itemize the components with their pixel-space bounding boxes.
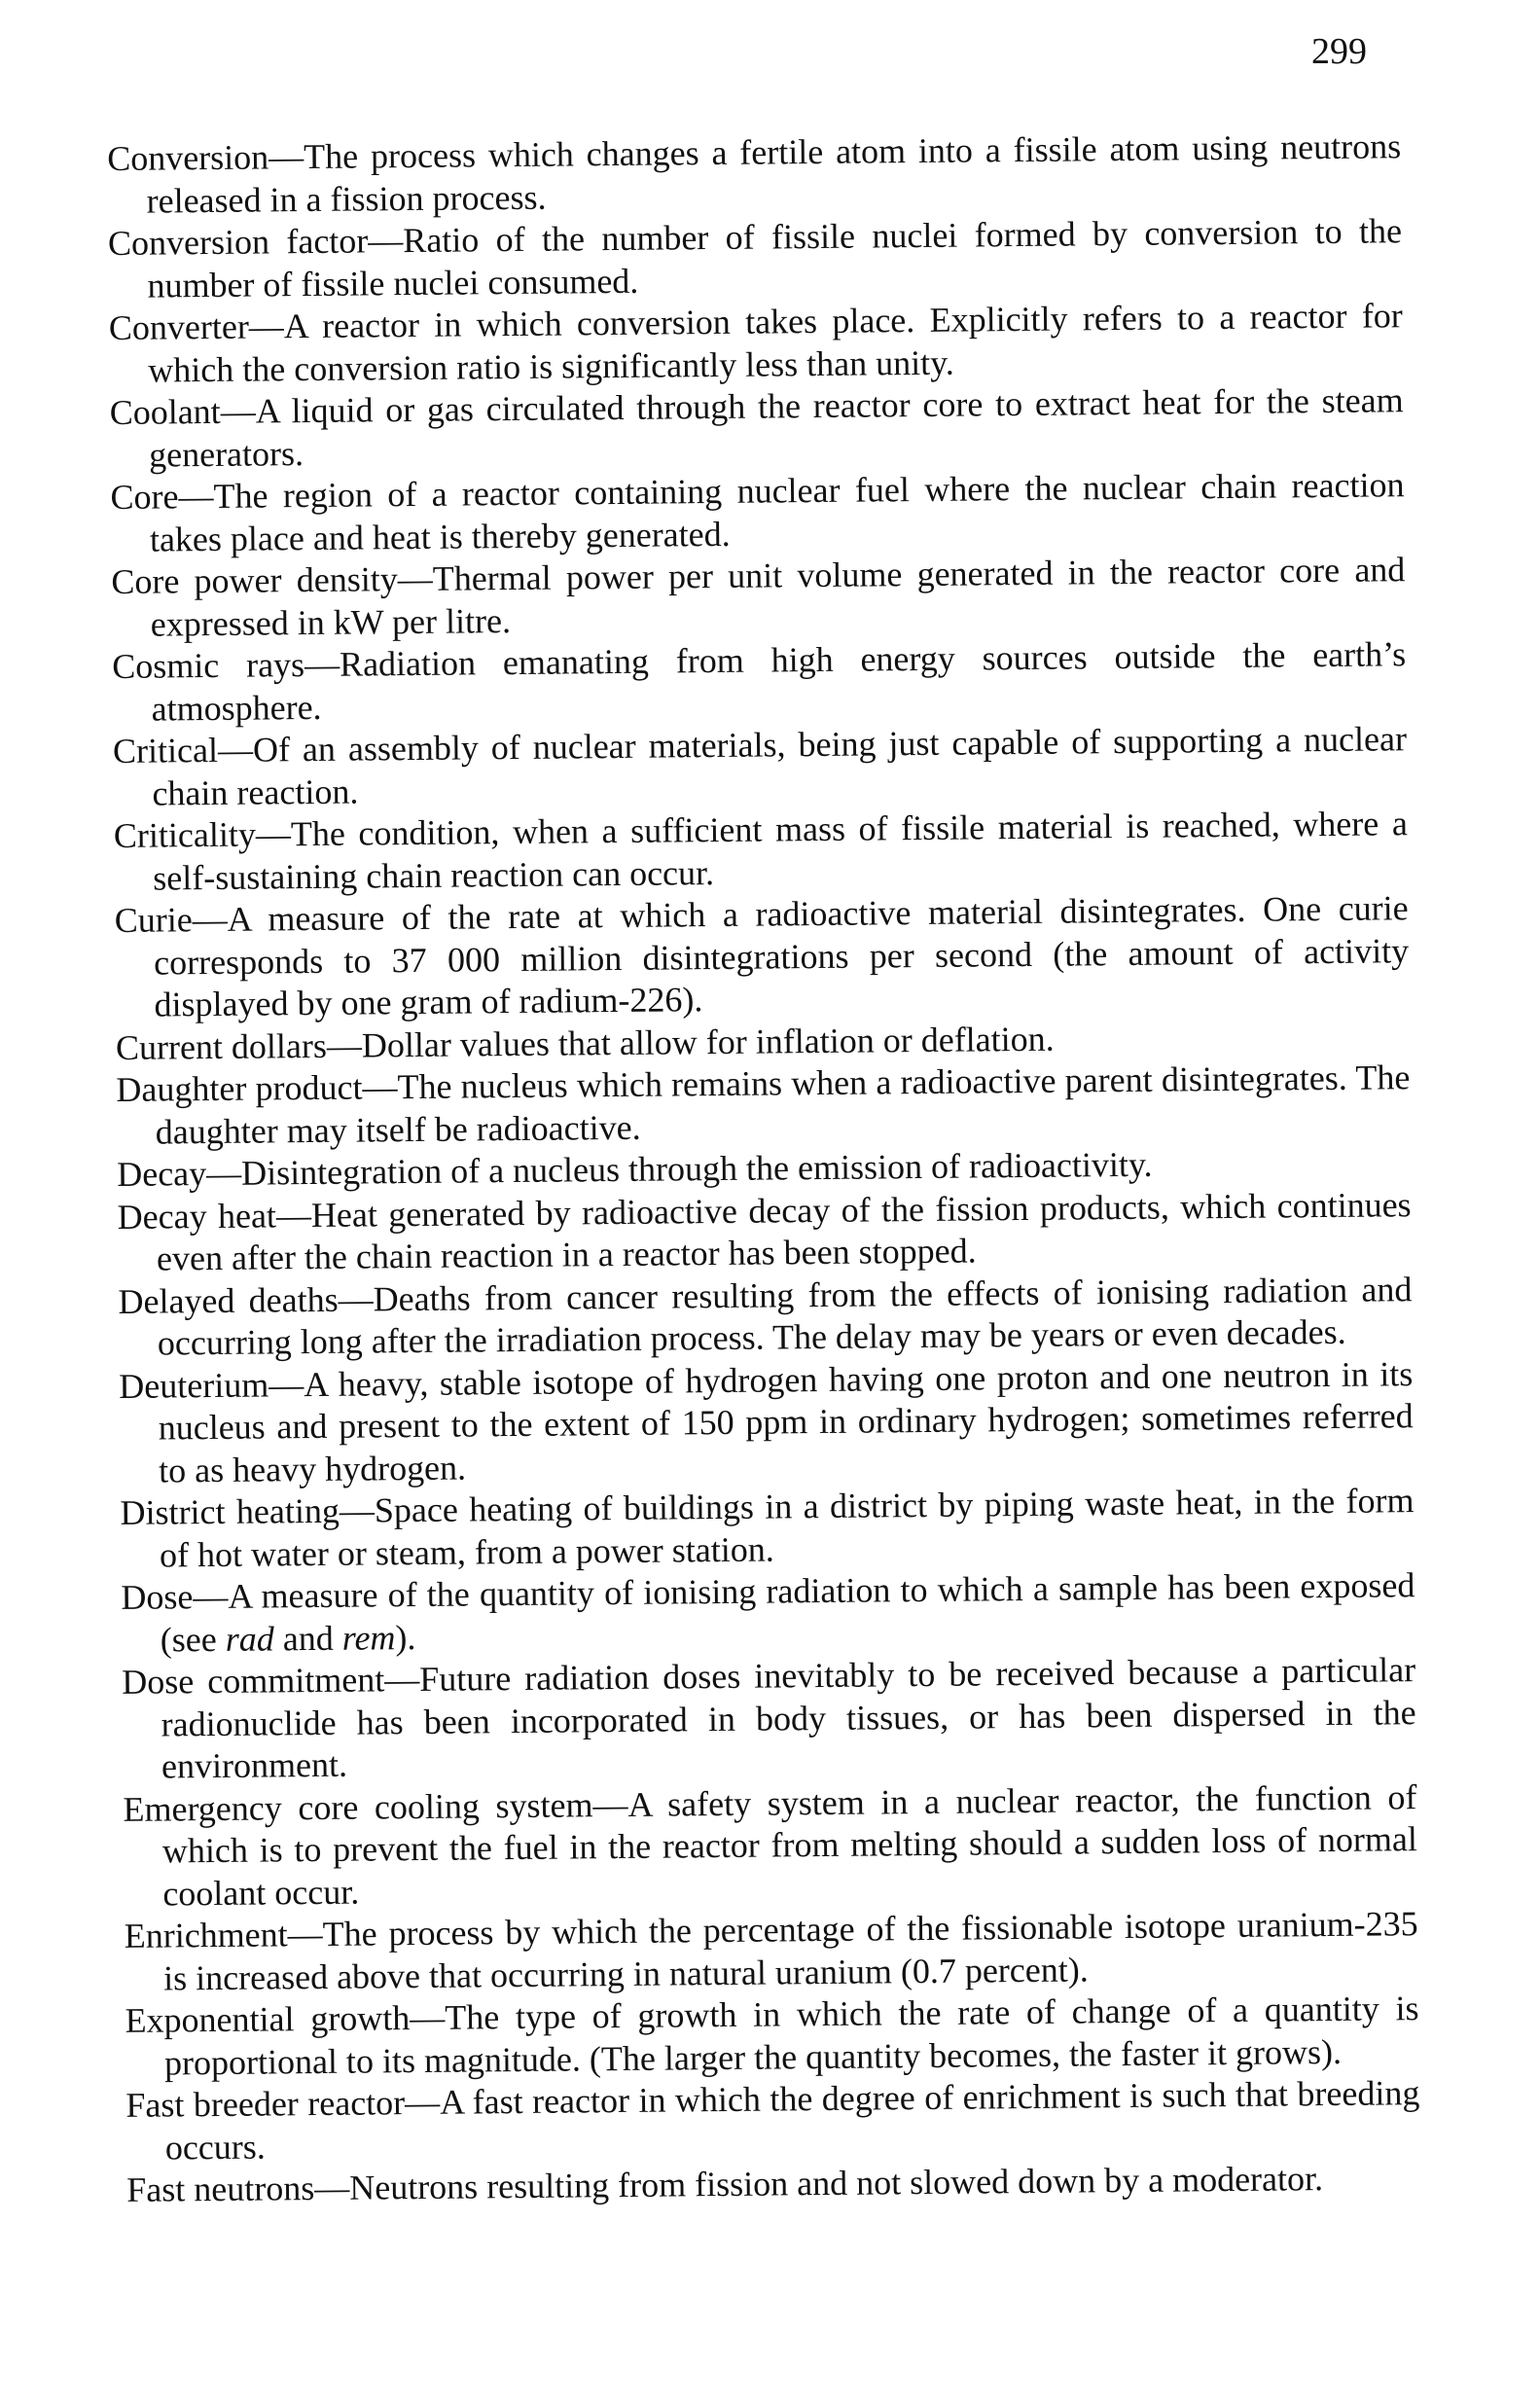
glossary-entry: Exponential growth—The type of growth in which the rate of change of a quantity is proportional to its magnitude. (The larger the quantity becomes, the faster it grows).: [125, 1989, 1419, 2083]
glossary-term: Coolant: [109, 391, 221, 432]
glossary-term: Decay heat: [117, 1195, 277, 1237]
glossary-term: District heating: [120, 1490, 340, 1532]
page-number: 299: [1311, 31, 1367, 72]
glossary-entry: Fast neutrons—Neutrons resulting from fission and not slowed down by a moderator.: [126, 2159, 1324, 2209]
glossary-term: Fast neutrons: [126, 2169, 315, 2209]
glossary-entry: Daughter product—The nucleus which remains when a radioactive parent disintegrates. The daughter may itself be radioactive.: [116, 1058, 1411, 1152]
glossary-term: Conversion factor: [107, 221, 369, 263]
glossary-term: Enrichment: [124, 1915, 288, 1955]
glossary-entry: Decay—Disintegration of a nucleus through the emission of radioactivity.: [117, 1144, 1153, 1194]
glossary-definition: Neutrons resulting from fission and not slowed down by a moderator.: [349, 2159, 1324, 2207]
glossary-definition: A liquid or gas circulated through the reactor core to extract heat for the steam generators.: [148, 380, 1404, 475]
glossary-definition: A heavy, stable isotope of hydrogen having one proton and one neutron in its nucleus and present to the extent of 150 ppm in ordinary hydrogen; sometimes referred to as heavy hydrogen.: [158, 1353, 1414, 1490]
glossary-entry: Conversion—The process which changes a fertile atom into a fissile atom using neutrons released in a fission process.: [107, 126, 1402, 221]
glossary-definition: A safety system in a nuclear reactor, the function of which is to prevent the fuel in the reactor from melting should a sudden loss of normal coolant occur.: [161, 1776, 1418, 1914]
glossary-entry: Emergency core cooling system—A safety system in a nuclear reactor, the function of which is to prevent the fuel in the reactor from melting should a sudden loss of normal coolant occur.: [123, 1776, 1418, 1914]
glossary-term: Fast breeder reactor: [125, 2083, 406, 2125]
glossary-entry: Core power density—Thermal power per unit volume generated in the reactor core and expressed in kW per litre.: [111, 550, 1406, 644]
glossary-definition: Dollar values that allow for inflation or deflation.: [361, 1019, 1055, 1065]
glossary-term: Dose commitment: [122, 1660, 385, 1702]
glossary-definition: The type of growth in which the rate of change of a quantity is proportional to its magnitude. (The larger the quantity becomes, the faster it grows).: [163, 1989, 1419, 2083]
glossary-entry: Cosmic rays—Radiation emanating from high energy sources outside the earth’s atmosphere.: [112, 634, 1407, 729]
glossary-entry: Curie—A measure of the rate at which a radioactive material disintegrates. One curie corresponds to 37 000 million disintegrations per second (the amount of activity displayed by one gram of radium-226).: [114, 888, 1410, 1024]
glossary-entry: Enrichment—The process by which the percentage of the fissionable isotope uranium-235 is increased above that occurring in natural uranium (0.7 percent).: [124, 1904, 1418, 1998]
glossary-definition: A fast reactor in which the degree of enrichment is such that breeding occurs.: [164, 2073, 1420, 2168]
glossary-definition: Radiation emanating from high energy sources outside the earth’s atmosphere.: [151, 634, 1407, 729]
glossary-definition: Space heating of buildings in a district by piping waste heat, in the form of hot water or steam, from a power station.: [159, 1481, 1415, 1575]
glossary-definition: A measure of the quantity of ionising radiation to which a sample has been exposed (see: [160, 1565, 1415, 1660]
glossary-term: Criticality: [113, 814, 257, 855]
glossary-term: Core: [110, 477, 179, 517]
glossary-list: [107, 125, 1420, 2211]
glossary-term: Core power density: [111, 559, 398, 601]
glossary-term: Delayed deaths: [118, 1279, 339, 1321]
glossary-definition: Ratio of the number of fissile nuclei formed by conversion to the number of fissile nuclei consumed.: [147, 211, 1403, 305]
glossary-definition: The region of a reactor containing nuclear fuel where the nuclear chain reaction takes place and heat is thereby generated.: [149, 465, 1405, 559]
glossary-definition: The condition, when a sufficient mass of fissile material is reached, where a self-sustaining chain reaction can occur.: [153, 804, 1409, 898]
glossary-entry: Dose commitment—Future radiation doses inevitably to be received because a particular radionuclide has been incorporated in body tissues, or has been dispersed in the environment.: [122, 1650, 1416, 1786]
glossary-definition: Future radiation doses inevitably to be received because a particular radionuclide has been incorporated in body tissues, or has been dispersed in the environment.: [161, 1650, 1416, 1786]
glossary-entry: Coolant—A liquid or gas circulated through the reactor core to extract heat for the steam generators.: [109, 380, 1404, 475]
glossary-definition: Disintegration of a nucleus through the emission of radioactivity.: [240, 1144, 1153, 1193]
glossary-definition: The process by which the percentage of the fissionable isotope uranium-235 is increased above that occurring in natural uranium (0.7 percent).: [162, 1904, 1418, 1998]
glossary-term: Daughter product: [116, 1067, 363, 1109]
glossary-definition-part: and: [273, 1618, 342, 1658]
glossary-term: Exponential growth: [125, 1998, 411, 2040]
glossary-entry: Dose—A measure of the quantity of ionising radiation to which a sample has been exposed (see rad and rem).: [121, 1565, 1415, 1660]
glossary-entry: District heating—Space heating of buildings in a district by piping waste heat, in the form of hot water or steam, from a power station.: [120, 1481, 1415, 1575]
glossary-definition: A measure of the rate at which a radioactive material disintegrates. One curie corresponds to 37 000 million disintegrations per second (the amount of activity displayed by one gram of radium-226).: [153, 888, 1410, 1024]
glossary-entry: Current dollars—Dollar values that allow for inflation or deflation.: [115, 1019, 1055, 1067]
glossary-entry: Core—The region of a reactor containing nuclear fuel where the nuclear chain reaction takes place and heat is thereby generated.: [110, 465, 1405, 559]
glossary-entry: Criticality—The condition, when a sufficient mass of fissile material is reached, where a self-sustaining chain reaction can occur.: [113, 804, 1409, 898]
glossary-term: Critical: [112, 730, 219, 771]
glossary-definition: Heat generated by radioactive decay of the fission products, which continues even after the chain reaction in a reactor has been stopped.: [156, 1184, 1412, 1278]
glossary-term: Dose: [121, 1577, 194, 1617]
italic-term: rem: [341, 1617, 396, 1658]
glossary-term: Converter: [108, 306, 250, 347]
glossary-entry: Converter—A reactor in which conversion takes place. Explicitly refers to a reactor for which the conversion ratio is significantly less than unity.: [108, 296, 1404, 390]
glossary-term: Decay: [117, 1154, 207, 1194]
glossary-entry: Decay heat—Heat generated by radioactive decay of the fission products, which continues even after the chain reaction in a reactor has been stopped.: [117, 1184, 1412, 1278]
glossary-definition: The process which changes a fertile atom into a fissile atom using neutrons released in a fission process.: [146, 126, 1402, 221]
glossary-definition: A reactor in which conversion takes place. Explicitly refers to a reactor for which the conversion ratio is significantly less than unity.: [148, 296, 1404, 390]
glossary-definition-part: ).: [395, 1617, 416, 1657]
glossary-entry: Delayed deaths—Deaths from cancer resulting from the effects of ionising radiation and occurring long after the irradiation process. The delay may be years or even decades.: [118, 1269, 1413, 1363]
glossary-definition: Deaths from cancer resulting from the effects of ionising radiation and occurring long after the irradiation process. The delay may be years or even decades.: [157, 1269, 1413, 1363]
glossary-term: Emergency core cooling system: [123, 1784, 593, 1829]
glossary-entry: Critical—Of an assembly of nuclear materials, being just capable of supporting a nuclear chain reaction.: [112, 719, 1408, 813]
italic-term: rad: [225, 1618, 274, 1659]
glossary-term: Conversion: [107, 137, 269, 178]
glossary-definition: Thermal power per unit volume generated in the reactor core and expressed in kW per litre.: [150, 550, 1406, 644]
glossary-term: Curie: [114, 900, 193, 940]
glossary-term: Deuterium: [119, 1364, 269, 1406]
glossary-definition: The nucleus which remains when a radioactive parent disintegrates. The daughter may itself be radioactive.: [155, 1058, 1411, 1152]
glossary-entry: Deuterium—A heavy, stable isotope of hydrogen having one proton and one neutron in its nucleus and present to the extent of 150 ppm in ordinary hydrogen; sometimes referred to as heavy hydrogen.: [119, 1353, 1414, 1490]
glossary-definition: Of an assembly of nuclear materials, being just capable of supporting a nuclear chain reaction.: [152, 719, 1408, 813]
glossary-term: Current dollars: [115, 1025, 328, 1067]
glossary-entry: Conversion factor—Ratio of the number of fissile nuclei formed by conversion to the number of fissile nuclei consumed.: [107, 211, 1403, 305]
glossary-entry: Fast breeder reactor—A fast reactor in which the degree of enrichment is such that breeding occurs.: [125, 2073, 1420, 2168]
glossary-term: Cosmic rays: [112, 645, 305, 686]
